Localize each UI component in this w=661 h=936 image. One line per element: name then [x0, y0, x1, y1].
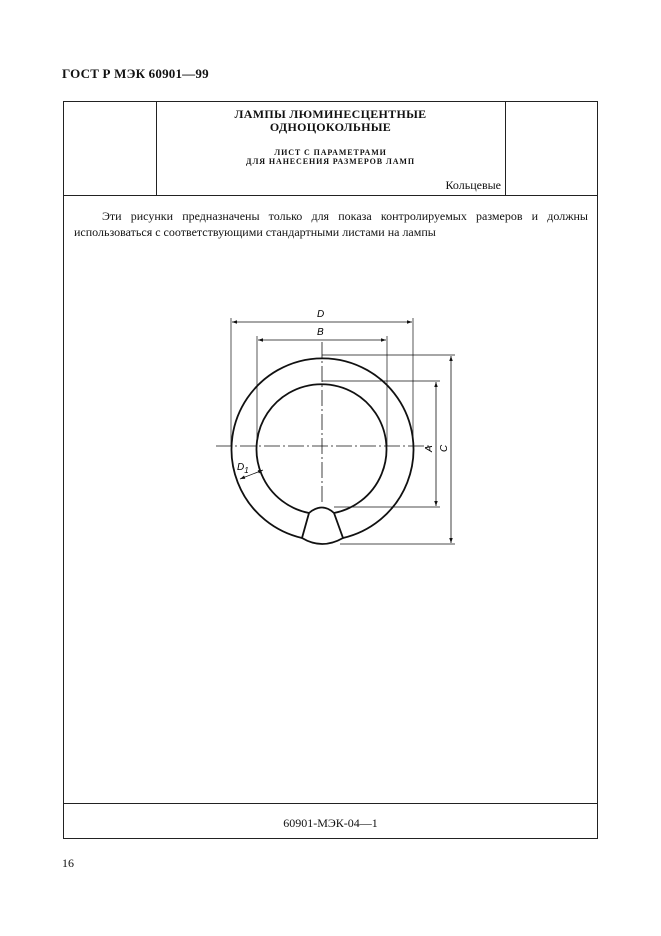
dim-d-label: D [317, 309, 325, 320]
standard-code: ГОСТ Р МЭК 60901—99 [62, 66, 209, 81]
sheet-id: 60901-МЭК-04—1 [283, 816, 378, 830]
dim-c-label: C [439, 444, 450, 452]
subtitle-line-2: ДЛЯ НАНЕСЕНИЯ РАЗМЕРОВ ЛАМП [246, 157, 415, 166]
usage-note: Эти рисунки предназначены только для показа контролируемых размеров и должны использоваться с соответствующими стандартными листами на лампы [74, 209, 588, 239]
title-line-1: ЛАМПЫ ЛЮМИНЕСЦЕНТНЫЕ [234, 107, 427, 121]
subtitle-line-1: ЛИСТ С ПАРАМЕТРАМИ [274, 148, 387, 157]
dim-b-label: B [317, 327, 324, 338]
dim-a-label: A [424, 445, 435, 452]
inner-contour [256, 384, 386, 513]
page-number: 16 [62, 856, 74, 870]
title-line-2: ОДНОЦОКОЛЬНЫЕ [269, 120, 392, 134]
dim-d1-label: $D_1$ [237, 462, 249, 475]
lamp-type: Кольцевые [445, 178, 501, 192]
